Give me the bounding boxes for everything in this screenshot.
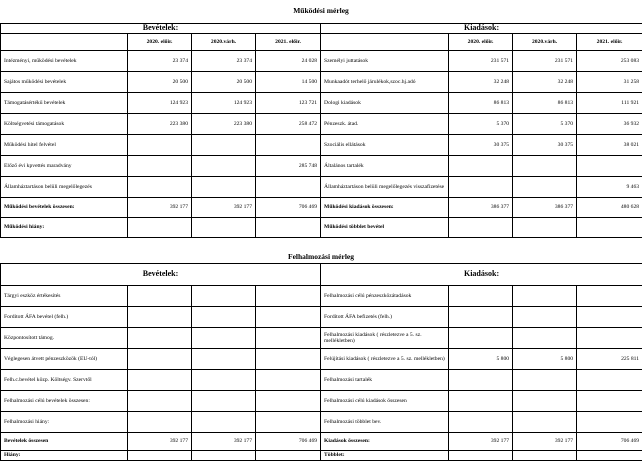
col-header: 2020. előir. bbox=[449, 34, 513, 51]
value-cell: 32 248 bbox=[513, 72, 577, 93]
table-row bbox=[1, 51, 642, 72]
row-label-left: Költségvetési támogatások bbox=[1, 114, 128, 135]
value-cell bbox=[449, 307, 513, 328]
balance-row bbox=[1, 218, 642, 238]
value-cell: 9 463 bbox=[577, 177, 642, 198]
row-label-left: Intézményi, működési bevételek bbox=[1, 51, 128, 72]
value-cell bbox=[128, 156, 192, 177]
value-cell: 223 380 bbox=[192, 114, 256, 135]
row-label-right: Szociális ellátások bbox=[321, 135, 449, 156]
bevetelek-header: Bevételek: bbox=[1, 264, 321, 286]
row-label-right: Felújítási kiadások ( részletezve a 5. sz. mellékletben) bbox=[321, 349, 449, 370]
value-cell bbox=[192, 370, 256, 391]
empty-cell bbox=[128, 218, 192, 238]
value-cell bbox=[192, 391, 256, 412]
value-cell: 5 370 bbox=[513, 114, 577, 135]
value-cell bbox=[256, 307, 321, 328]
col-header: 2021. előir. bbox=[256, 34, 321, 51]
empty-cell bbox=[449, 451, 513, 461]
value-cell bbox=[192, 349, 256, 370]
total-row bbox=[1, 198, 642, 218]
value-cell bbox=[128, 391, 192, 412]
table-row bbox=[1, 391, 642, 412]
row-label-right: Felhalmozási célú pénzeszközátadások bbox=[321, 286, 449, 307]
value-cell: 5 370 bbox=[449, 114, 513, 135]
table-row bbox=[1, 72, 642, 93]
table-row bbox=[1, 307, 642, 328]
value-cell bbox=[513, 412, 577, 433]
row-label-left: Államháztartáson belüli megelőlegezés bbox=[1, 177, 128, 198]
table-row bbox=[1, 349, 642, 370]
mukodesi-merleg-title: Működési mérleg bbox=[293, 6, 349, 15]
value-cell bbox=[577, 286, 642, 307]
value-cell: 231 571 bbox=[449, 51, 513, 72]
value-cell bbox=[513, 286, 577, 307]
value-cell: 231 571 bbox=[513, 51, 577, 72]
value-cell bbox=[128, 349, 192, 370]
value-cell bbox=[192, 156, 256, 177]
value-cell bbox=[577, 156, 642, 177]
value-cell: 36 932 bbox=[577, 114, 642, 135]
value-cell bbox=[577, 370, 642, 391]
row-label-left: Központosított támog. bbox=[1, 328, 128, 349]
row-label-right: Személyi juttatások bbox=[321, 51, 449, 72]
value-cell bbox=[577, 307, 642, 328]
table-row bbox=[1, 114, 642, 135]
value-cell bbox=[128, 135, 192, 156]
row-label-left: Forditott ÁFA bevétel (felh.) bbox=[1, 307, 128, 328]
col-header: 2020. előir. bbox=[128, 34, 192, 51]
value-cell bbox=[256, 135, 321, 156]
empty-cell bbox=[192, 218, 256, 238]
value-cell bbox=[128, 328, 192, 349]
table-row bbox=[1, 135, 642, 156]
total-value: 392 177 bbox=[192, 198, 256, 218]
value-cell: 223 380 bbox=[128, 114, 192, 135]
value-cell bbox=[128, 412, 192, 433]
value-cell bbox=[577, 328, 642, 349]
value-cell bbox=[192, 412, 256, 433]
row-label-right: Dologi kiadások bbox=[321, 93, 449, 114]
value-cell bbox=[513, 328, 577, 349]
felhalmozasi-merleg-table bbox=[0, 263, 642, 461]
value-cell: 253 083 bbox=[577, 51, 642, 72]
row-label-left: Tárgyi eszköz értékesítés bbox=[1, 286, 128, 307]
row-label-left: Előző évi kpvettés maradvány bbox=[1, 156, 128, 177]
value-cell bbox=[256, 370, 321, 391]
total-value: 706 469 bbox=[256, 433, 321, 451]
value-cell bbox=[513, 391, 577, 412]
value-cell bbox=[577, 391, 642, 412]
total-value: 392 177 bbox=[513, 433, 577, 451]
empty-cell bbox=[128, 451, 192, 461]
empty-cell bbox=[256, 451, 321, 461]
value-cell bbox=[449, 286, 513, 307]
value-cell: 123 721 bbox=[256, 93, 321, 114]
value-cell: 30 375 bbox=[513, 135, 577, 156]
table-row bbox=[1, 156, 642, 177]
kiadasok-header: Kiadások: bbox=[321, 264, 642, 286]
value-cell bbox=[192, 286, 256, 307]
value-cell bbox=[449, 391, 513, 412]
empty-cell bbox=[577, 451, 642, 461]
felhalmozasi-merleg-title: Felhalmozási mérleg bbox=[287, 252, 355, 261]
row-label-left: Működési hitel felvétel bbox=[1, 135, 128, 156]
empty-cell bbox=[256, 218, 321, 238]
value-cell: 124 923 bbox=[128, 93, 192, 114]
total-row bbox=[1, 433, 642, 451]
total-value: 392 177 bbox=[128, 198, 192, 218]
total-value: 706 469 bbox=[256, 198, 321, 218]
row-label-left: Véglegesen átvett pénzeszközök (EU-tól) bbox=[1, 349, 128, 370]
value-cell bbox=[449, 156, 513, 177]
value-cell: 285 748 bbox=[256, 156, 321, 177]
table-row bbox=[1, 412, 642, 433]
value-cell bbox=[192, 307, 256, 328]
table-row bbox=[1, 370, 642, 391]
value-cell bbox=[449, 412, 513, 433]
balance-label-right: Többlet: bbox=[321, 451, 449, 461]
total-label-left: Működési bevételek összesen: bbox=[1, 198, 128, 218]
value-cell: 86 813 bbox=[449, 93, 513, 114]
total-value: 386 377 bbox=[513, 198, 577, 218]
bevetelek-header: Bevételek: bbox=[1, 24, 321, 34]
col-header: 2021. előir. bbox=[577, 34, 642, 51]
value-cell bbox=[513, 370, 577, 391]
row-label-right: Általános tartalék bbox=[321, 156, 449, 177]
total-label-right: Működési kiadások összesen: bbox=[321, 198, 449, 218]
balance-row bbox=[1, 451, 642, 461]
value-cell bbox=[513, 307, 577, 328]
empty-cell bbox=[513, 451, 577, 461]
value-cell: 14 500 bbox=[256, 72, 321, 93]
value-cell bbox=[256, 177, 321, 198]
value-cell: 32 248 bbox=[449, 72, 513, 93]
balance-label-right: Működési többlet bevétel bbox=[321, 218, 449, 238]
total-value: 386 377 bbox=[449, 198, 513, 218]
value-cell bbox=[256, 391, 321, 412]
value-cell bbox=[449, 328, 513, 349]
value-cell: 124 923 bbox=[192, 93, 256, 114]
value-cell: 24 028 bbox=[256, 51, 321, 72]
value-cell bbox=[192, 135, 256, 156]
empty-cell bbox=[449, 218, 513, 238]
mukodesi-merleg-table bbox=[0, 23, 642, 238]
value-cell: 86 813 bbox=[513, 93, 577, 114]
value-cell bbox=[513, 177, 577, 198]
table-row bbox=[1, 93, 642, 114]
col-header: 2020.várh. bbox=[192, 34, 256, 51]
balance-label-left: Hiány: bbox=[1, 451, 128, 461]
row-label-left: Felh.c.bevétel közp. Költségv. Szervtől bbox=[1, 370, 128, 391]
value-cell: 30 375 bbox=[449, 135, 513, 156]
row-label-left: Felhalmozási célú bevételek összesen: bbox=[1, 391, 128, 412]
section-header-row bbox=[1, 264, 642, 286]
value-cell: 31 258 bbox=[577, 72, 642, 93]
total-value: 392 177 bbox=[192, 433, 256, 451]
empty-cell bbox=[192, 451, 256, 461]
value-cell: 5 800 bbox=[449, 349, 513, 370]
total-value: 392 177 bbox=[449, 433, 513, 451]
total-value: 706 469 bbox=[577, 433, 642, 451]
total-label-left: Bevételek összesen bbox=[1, 433, 128, 451]
value-cell bbox=[513, 156, 577, 177]
value-cell bbox=[128, 370, 192, 391]
empty-header-cell bbox=[1, 34, 128, 51]
row-label-left: Sajátos működési bevételek bbox=[1, 72, 128, 93]
value-cell bbox=[128, 177, 192, 198]
row-label-right: Felhalmozási célú kiadások összesen bbox=[321, 391, 449, 412]
col-header: 2020.várh. bbox=[513, 34, 577, 51]
row-label-left: Felhalmozási hiány: bbox=[1, 412, 128, 433]
value-cell: 258 472 bbox=[256, 114, 321, 135]
table-row bbox=[1, 328, 642, 349]
row-label-right: Felhalmozási kiadások ( részletezve a 5. sz. mellékletben) bbox=[321, 328, 449, 349]
value-cell bbox=[192, 328, 256, 349]
value-cell: 225 811 bbox=[577, 349, 642, 370]
value-cell: 38 021 bbox=[577, 135, 642, 156]
empty-cell bbox=[577, 218, 642, 238]
value-cell: 23 374 bbox=[128, 51, 192, 72]
column-header-row bbox=[1, 34, 642, 51]
value-cell bbox=[192, 177, 256, 198]
value-cell: 23 374 bbox=[192, 51, 256, 72]
value-cell bbox=[449, 370, 513, 391]
total-value: 480 628 bbox=[577, 198, 642, 218]
value-cell bbox=[256, 328, 321, 349]
table-row bbox=[1, 177, 642, 198]
value-cell bbox=[577, 412, 642, 433]
value-cell: 20 500 bbox=[192, 72, 256, 93]
empty-cell bbox=[513, 218, 577, 238]
row-label-right: Felhalmozási tartalék bbox=[321, 370, 449, 391]
value-cell bbox=[449, 177, 513, 198]
row-label-left: Támogatásértékű bevételek bbox=[1, 93, 128, 114]
row-label-right: Államháztartáson belüli megelőlegezés visszafizetése bbox=[321, 177, 449, 198]
row-label-right: Felhalmozási többlet bev. bbox=[321, 412, 449, 433]
value-cell bbox=[128, 307, 192, 328]
value-cell bbox=[256, 412, 321, 433]
value-cell: 111 921 bbox=[577, 93, 642, 114]
row-label-right: Pénzeszk. átad. bbox=[321, 114, 449, 135]
kiadasok-header: Kiadások: bbox=[321, 24, 642, 34]
value-cell: 20 500 bbox=[128, 72, 192, 93]
row-label-right: Munkaadót terhelő járulékok,szoc.hj.adó bbox=[321, 72, 449, 93]
table-row bbox=[1, 286, 642, 307]
value-cell bbox=[256, 286, 321, 307]
section-header-row bbox=[1, 24, 642, 34]
value-cell bbox=[256, 349, 321, 370]
row-label-right: Fordított ÁFA befizetés (felh.) bbox=[321, 307, 449, 328]
empty-header-cell bbox=[321, 34, 449, 51]
balance-label-left: Működési hiány: bbox=[1, 218, 128, 238]
value-cell: 5 800 bbox=[513, 349, 577, 370]
total-label-right: Kiadások összesen: bbox=[321, 433, 449, 451]
total-value: 392 177 bbox=[128, 433, 192, 451]
value-cell bbox=[128, 286, 192, 307]
